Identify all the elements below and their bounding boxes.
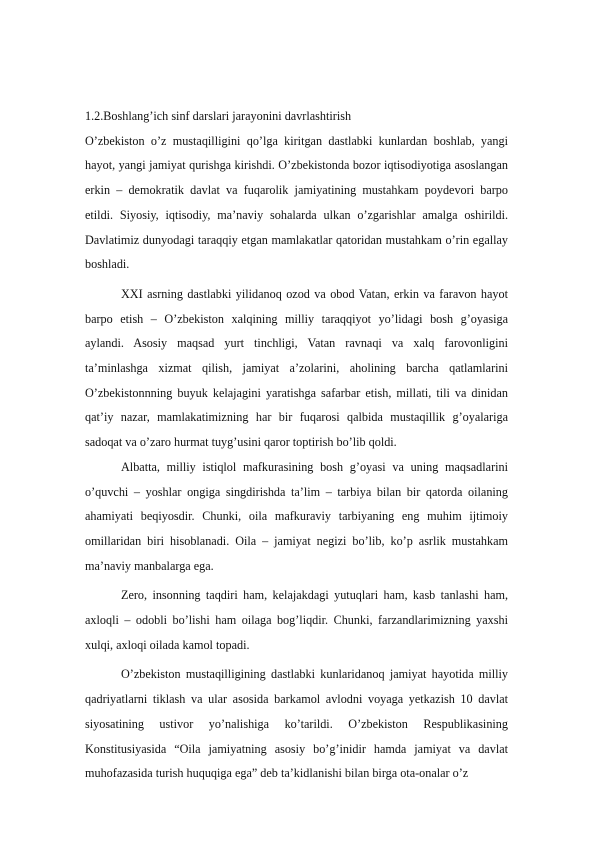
- paragraph-1: O’zbekiston o’z mustaqilligini qo’lga kiritgan dastlabki kunlardan boshlab, yangi hayot, yangi jamiyat qurishga kirishdi. O’zbekistonda bozor iqtisodiyotiga asoslangan erkin – demokratik davlat va fuqarolik jamiyatining mustahkam poydevori barpo etildi. Siyosiy, iqtisodiy, ma’naviy sohalarda ulkan o’zgarishlar amalga oshirildi. Davlatimiz dunyodagi taraqqiy etgan mamlakatlar qatoridan mustahkam o’rin egallay boshladi.: [85, 133, 508, 272]
- paragraph-3: Albatta, milliy istiqlol mafkurasining bosh g’oyasi va uning maqsadlarini o’quvchi – yoshlar ongiga singdirishda ta’lim – tarbiya bilan bir qatorda oilaning ahamiyati beqiyosdir. Chunki, oila mafkuraviy tarbiyaning eng muhim ijtimoiy omillaridan biri hisoblanadi. Oila – jamiyat negizi bo’lib, ko’p asrlik mustahkam ma’naviy manbalarga ega.: [85, 459, 508, 573]
- paragraph-5: O’zbekiston mustaqilligining dastlabki kunlaridanoq jamiyat hayotida milliy qadriyatlarni tiklash va ular asosida barkamol avlodni voyaga yetkazish 10 davlat siyosatining ustivor yo’nalishiga ko’tarildi. O’zbekiston Respublikasining Konstitusiyasida “Oila jamiyatning asosiy bo’g’inidir hamda jamiyat va davlat muhofazasida turish huquqiga ega” deb ta’kidlanishi bilan birga ota-onalar o’z: [85, 667, 508, 781]
- document-body: [85, 104, 508, 786]
- paragraph-4: Zero, insonning taqdiri ham, kelajakdagi yutuqlari ham, kasb tanlashi ham, axloqli – odobli bo’lishi ham oilaga bog’liqdir. Chunki, farzandlarimizning yaxshi xulqi, axloqi oilada kamol topadi.: [85, 588, 508, 652]
- paragraph-2: XXI asrning dastlabki yilidanoq ozod va obod Vatan, erkin va faravon hayot barpo etish – O’zbekiston xalqining milliy taraqqiyot yo’lidagi bosh g’oyasiga aylandi. Asosiy maqsad yurt tinchligi, Vatan ravnaqi va xalq farovonligini ta’minlashga xizmat qilish, jamiyat a’zolarini, aholining barcha qatlamlarini O’zbekistonnning buyuk kelajagini yaratishga safarbar etish, millati, tili va dinidan qat’iy nazar, mamlakatimizning har bir fuqarosi qalbida mustaqillik g’oyalariga sadoqat va o’zaro hurmat tuyg’usini qaror toptirish bo’lib qoldi.: [85, 286, 508, 450]
- section-heading: 1.2.Boshlang’ich sinf darslari jarayonini davrlashtirish: [85, 109, 352, 123]
